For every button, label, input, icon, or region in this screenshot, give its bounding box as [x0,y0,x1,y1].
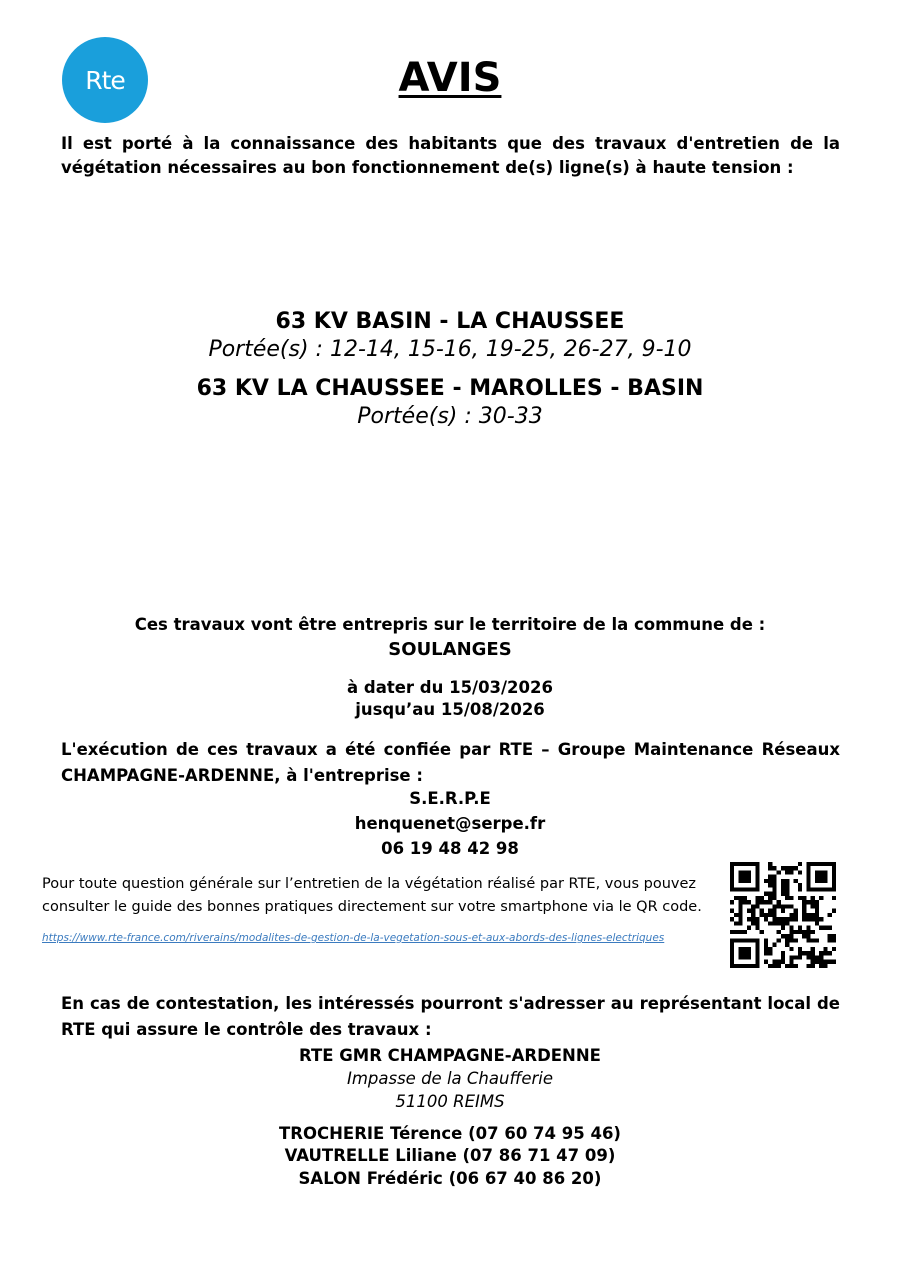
line-1-name: 63 KV BASIN - LA CHAUSSEE [275,309,625,334]
info-text [42,873,722,919]
commune-name: SOULANGES [388,639,512,660]
company-name: S.E.R.P.E [409,789,491,808]
office-name: RTE GMR CHAMPAGNE-ARDENNE [299,1046,601,1065]
commune-intro: Ces travaux vont être entrepris sur le territoire de la commune de : [134,615,766,634]
execution-text: L'exécution de ces travaux a été confiée par RTE – Groupe Maintenance Réseaux CHAMPAGNE-ARDENNE, à l'entreprise : [61,740,840,785]
contest-text: En cas de contestation, les intéressés pourront s'adresser au représentant local de RTE qui assure le contrôle des travaux : [61,994,840,1039]
contact-1: TROCHERIE Térence (07 60 74 95 46) [279,1124,621,1143]
line-2-spans: Portée(s) : 30-33 [357,404,543,429]
info-line-2: consulter le guide des bonnes pratiques directement sur votre smartphone via le QR code. [42,899,702,915]
line-1-spans: Portée(s) : 12-14, 15-16, 19-25, 26-27, 9-10 [208,337,692,362]
contact-3: SALON Frédéric (06 67 40 86 20) [298,1169,602,1188]
date-from: à dater du 15/03/2026 [347,678,553,697]
line-2-name: 63 KV LA CHAUSSEE - MAROLLES - BASIN [196,376,704,401]
info-line-1: Pour toute question générale sur l’entretien de la végétation réalisé par RTE, vous pouvez [42,876,696,892]
office-city: 51100 REIMS [395,1092,505,1111]
rte-logo-text: Rte [85,65,125,95]
office-street: Impasse de la Chaufferie [346,1069,554,1088]
contact-2: VAUTRELLE Liliane (07 86 71 47 09) [284,1146,616,1165]
intro-text: Il est porté à la connaissance des habitants que des travaux d'entretien de la végétation nécessaires au bon fonctionnement de(s) ligne(s) à haute tension : [61,134,840,177]
date-to: jusqu’au 15/08/2026 [355,700,545,719]
guide-link[interactable]: https://www.rte-france.com/riverains/modalites-de-gestion-de-la-vegetation-sous-et-aux-abords-des-lignes-electriques [42,932,665,944]
qr-code [730,862,836,968]
company-phone: 06 19 48 42 98 [381,839,519,858]
company-email: henquenet@serpe.fr [354,814,546,833]
page-title: AVIS [398,55,502,101]
